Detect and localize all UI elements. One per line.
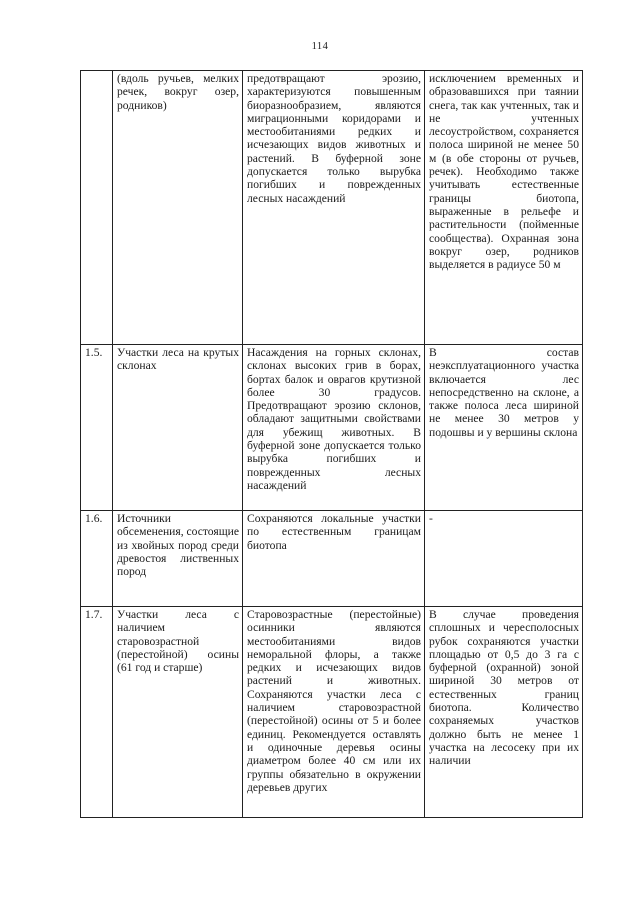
table-row — [81, 71, 583, 345]
description-cell: Сохраняются локальные участки по естественным границам биотопа — [243, 511, 425, 607]
row-number-cell — [81, 71, 113, 345]
object-name-cell: Участки леса на крутых склонах — [113, 345, 243, 511]
description-cell: Старовозрастные (перестойные) осинники являются местообитаниями видов неморальной флоры, а также редких и исчезающих видов растений и животных. Сохраняются участки леса с наличием старовозрастной (перестойной) осины от 5 и более единиц. Рекомендуется оставлять и одиночные деревья осины диаметром более 40 см или их группы обязательно в окружении деревьев других — [243, 607, 425, 818]
regime-cell: - — [425, 511, 583, 607]
object-name-cell: Участки леса с наличием старовозрастной (перестойной) осины (61 год и старше) — [113, 607, 243, 818]
object-name-cell: Источники обсеменения, состоящие из хвойных пород среди древостоя лиственных пород — [113, 511, 243, 607]
page-number: 114 — [311, 41, 329, 52]
row-number-cell: 1.7. — [81, 607, 113, 818]
description-cell: Насаждения на горных склонах, склонах высоких грив в борах, бортах балок и оврагов крутизной более 30 градусов. Предотвращают эрозию склонов, обладают защитными свойствами для убежищ животных. В буферной зоне допускается только вырубка погибших и поврежденных лесных насаждений — [243, 345, 425, 511]
regime-cell: В состав неэксплуатационного участка включается лес непосредственно на склоне, а также полоса леса шириной не менее 30 метров у подошвы и у вершины склона — [425, 345, 583, 511]
row-number-cell: 1.6. — [81, 511, 113, 607]
row-number-cell: 1.5. — [81, 345, 113, 511]
regime-cell: В случае проведения сплошных и чересполосных рубок сохраняются участки площадью от 0,5 до 3 га с буферной (охранной) зоной шириной 30 метров от естественных границ биотопа. Количество сохраняемых участков должно быть не менее 1 участка на лесосеку при их наличии — [425, 607, 583, 818]
table-row — [81, 607, 583, 818]
description-cell: предотвращают эрозию, характеризуются повышенным биоразнообразием, являются миграционными коридорами и местообитаниями редких и исчезающих видов животных и растений. В буферной зоне допускается только вырубка погибших и поврежденных лесных насаждений — [243, 71, 425, 345]
table-row — [81, 511, 583, 607]
object-name-cell: (вдоль ручьев, мелких речек, вокруг озер, родников) — [113, 71, 243, 345]
regime-cell: исключением временных и образовавшихся при таянии снега, так как учтенных, так и не учтенных лесоустройством, сохраняется полоса шириной не менее 50 м (в обе стороны от ручьев, речек). Необходимо также учитывать естественные границы биотопа, выраженные в рельефе и растительности (пойменные сообщества). Охранная зона вокруг озер, родников выделяется в радиусе 50 м — [425, 71, 583, 345]
habitat-table — [80, 70, 583, 818]
table-row — [81, 345, 583, 511]
